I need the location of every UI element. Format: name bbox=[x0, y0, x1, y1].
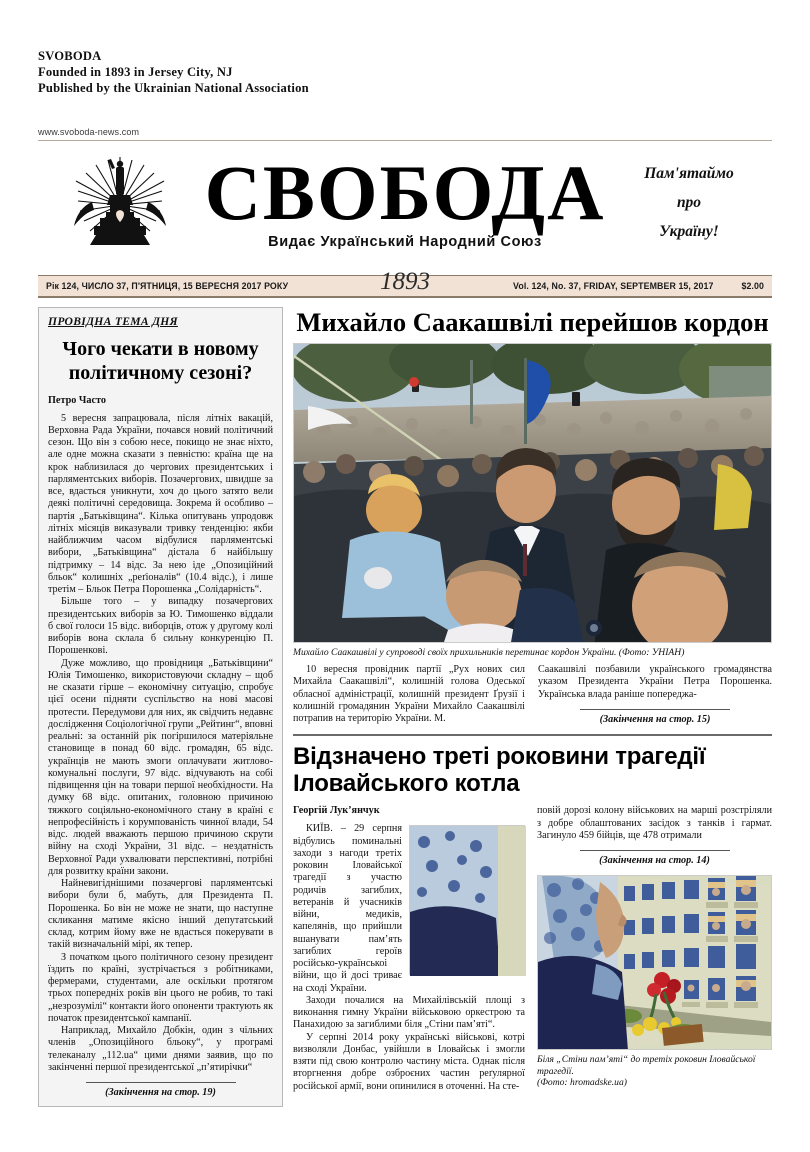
masthead bbox=[38, 148, 772, 269]
price: $2.00 bbox=[741, 280, 764, 291]
article1-continued[interactable]: (Закінчення на стор. 15) bbox=[599, 713, 711, 725]
article2-left-column bbox=[293, 805, 525, 1093]
publisher-founded: Founded in 1893 in Jersey City, NJ bbox=[38, 65, 233, 80]
dateline-ukrainian: Рік 124, ЧИСЛО 37, П'ЯТНИЦЯ, 15 ВЕРЕСНЯ 2017 РОКУ bbox=[46, 280, 289, 291]
article2-byline: Георгій Лук’янчук bbox=[293, 805, 380, 817]
slogan-line-2: про bbox=[676, 193, 702, 211]
masthead-title: СВОБОДА bbox=[204, 148, 606, 236]
feature-paragraph: Дуже можливо, що провідниця „Батьківщини“ Юлія Тимошенко, використовуючи складну – щоб не сказати гірше – економічну ситуацію, спробує цієї осени підняти суспільство на нові масові протести. Передумови для них, як свідчить недавнє дослідження Соціологічної групи „Рейтинг“, вповні реальні: за останній рік погіршилося матеріяльне становище в понад 60 відс. громадян, 65 відс. українців не мають змоги оплачувати житлово-комунальні послуги, 97 відс. відчувають на собі підвищення цін на товари першої необхідности. На думку 68 відс. опитаних, головною причиною тяжкого соціяльно-економічного стану в країні є непрофесійність і корумпованість чинної влади, 54 відс. людей вважають першою причиною скрути війну на сході України, 31 відс. – нездатність Верховної Ради ухвалювати перспективні, потрібні для розвитку країни закони. bbox=[48, 657, 273, 877]
article2-right-column bbox=[537, 805, 772, 1093]
saakashvili-crossing-border-photo bbox=[293, 343, 772, 643]
feature-paragraph: Наприклад, Михайло Добкін, один з чільних членів „Опозиційного бльоку“, у програмі телеканалу „112.ua“ цими днями заявив, що по закінченні першої президентської „п’ятирічки“ bbox=[48, 1025, 273, 1073]
caption-line-2: (Фото: hromadske.ua) bbox=[537, 1077, 627, 1089]
website-url[interactable]: www.svoboda-news.com bbox=[38, 126, 140, 137]
masthead-slogan bbox=[614, 159, 764, 246]
feature-kicker: ПРОВІДНА ТЕМА ДНЯ bbox=[48, 314, 178, 328]
statue-of-liberty-emblem bbox=[66, 155, 174, 259]
article1-photo-caption: Михайло Саакашвілі у супроводі своїх прихильників перетинає кордон України. (Фото: УНІАН) bbox=[293, 646, 685, 658]
article1-col1 bbox=[293, 664, 525, 725]
section-divider bbox=[293, 734, 772, 736]
founding-year: 1893 bbox=[380, 267, 430, 295]
article1-paragraph: Саакашвілі позбавили українського громадянства указом Президента України Петра Порошенка. Українська влада раніше попереджа- bbox=[538, 664, 772, 700]
feature-paragraph: З початком цього політичного сезону президент їздить по країні, зустрічається з робітниками, фермерами, студентами, але оскільки протягом трьох попередніх років він цього не робив, то такі „незрозумілі“ контакти його опоненти трактують як початок президентської кампанії. bbox=[48, 951, 273, 1024]
article2-continued[interactable]: (Закінчення на стор. 14) bbox=[599, 855, 710, 867]
article1-divider bbox=[580, 709, 730, 710]
slogan-line-1: Пам'ятаймо bbox=[644, 164, 734, 182]
feature-article bbox=[38, 307, 283, 1108]
masthead-subtitle: Видає Український Народний Союз bbox=[268, 233, 542, 250]
publisher-info bbox=[38, 0, 772, 97]
feature-paragraph: Більше того – у випадку позачергових президентських виборів за Ю. Тимошенко віддали б свої голоси 15 відс. виборців, отож у другому колі виборів вона склала б сильну конкуренцію П. Порошенкові. bbox=[48, 596, 273, 657]
feature-headline[interactable]: Чого чекати в новому політичному сезоні? bbox=[62, 337, 259, 384]
article2-paragraph: КИЇВ. – 29 серпня відбулись поминальні заходи з нагоди третіх роковин Іловайської трагедії з участю родичів загиблих, ветеранів й учасників війни, медиків, капелянів, що прийшли вшанувати пам’ять загиблих героїв російсько-українськоі війни, що й досі триває на сході України. bbox=[293, 823, 402, 994]
main-content bbox=[38, 307, 772, 1108]
slogan-line-3: Україну! bbox=[659, 222, 719, 240]
article2-divider bbox=[580, 850, 730, 851]
article2-paragraph: У серпні 2014 року українські військові, котрі визволяли Донбас, увійшли в Іловайськ і змогли взяти під свою контролю частину міста. Однак після вторгнення добре озброєних частин реґулярної російської армії, вони опинилися в оточенні. На сте- bbox=[293, 1031, 525, 1092]
memory-wall-photo-inset bbox=[409, 825, 525, 975]
feature-body bbox=[48, 413, 273, 1075]
article2-headline[interactable]: Відзначено треті роковини трагедії Іловайського котла bbox=[293, 743, 706, 797]
feature-byline: Петро Часто bbox=[48, 394, 106, 406]
article2-paragraph: повій дорозі колону військових на марші розстріляли з добре облаштованих засідок з танків і гармат. Загинуло 459 бійців, ще 478 отримали bbox=[537, 805, 772, 841]
article2-body bbox=[293, 805, 772, 1093]
dateline-english: Vol. 124, No. 37, FRIDAY, SEPTEMBER 15, 2017 bbox=[513, 280, 714, 291]
left-column bbox=[38, 307, 283, 1108]
memory-wall-ilovaisk-photo bbox=[537, 875, 772, 1050]
feature-continued[interactable]: (Закінчення на стор. 19) bbox=[105, 1087, 216, 1099]
publisher-published-by: Published by the Ukrainian National Association bbox=[38, 81, 309, 96]
feature-paragraph: Найневигіднішими позачергові парляментські вибори були б, мабуть, для Президента П. Порошенка. Бо він не може не знати, що наступне скликання матиме якісно інший депутатський склад, котрим йому вже не вдасться покерувати в такій визначальній мірі, як тепер. bbox=[48, 878, 273, 951]
right-column bbox=[293, 307, 772, 1108]
article1-col2 bbox=[538, 664, 772, 701]
article1-paragraph: 10 вересня провідник партії „Рух нових сил Михайла Саакашвілі“, колишній голова Одеської обласної адміністрації, колишній президент Ґрузії і колишній громадянин України Михайло Саакашвілі потрапив на територію України. М. bbox=[293, 664, 525, 725]
publisher-name: SVOBODA bbox=[38, 49, 102, 63]
article2-paragraph: Заходи почалися на Михайлівській площі з виконання гимну України військовою оркестрою та Панахидою за загиблими біля „Стіни пам’яті“. bbox=[293, 994, 525, 1031]
article2-continuation-text bbox=[537, 805, 772, 842]
feature-divider bbox=[86, 1082, 236, 1083]
article2-photo-caption bbox=[537, 1054, 772, 1089]
article1-headline[interactable]: Михайло Саакашвілі перейшов кордон bbox=[296, 306, 769, 337]
caption-line-1: Біля „Стіни пам’яті“ до третіх роковин Іловайської трагедії. bbox=[537, 1054, 756, 1077]
top-divider bbox=[38, 140, 772, 141]
feature-paragraph: 5 вересня запрацювала, після літніх вакацій, Верховна Рада України, почався новий політичний сезон. Що він з собою несе, покищо не знає ніхто, але одне можна сказати з певністю: країна ще на крок наблизилася до чергових президентських і парляментських виборів. Позачергових, швидше за все, вдасться уникнути, хоч до цього затято вели деякі політичні середовища. Зокрема й особливо – партія „Батьківщина“. Кілька опитувань упродовж літніх місяців виказували тривку тенденцію: якби найближчим часом відбулися парляментські вибори, „Батьківщина“ дістала б найбільшу підтримку – 14 відс. За нею іде „Опозиційний бльок“ колишніх „реґіоналів“ (10.4 відс.), і лише третім – Бльок Петра Порошенка „Солідарність“. bbox=[48, 412, 273, 596]
dateline-bar bbox=[38, 267, 772, 298]
